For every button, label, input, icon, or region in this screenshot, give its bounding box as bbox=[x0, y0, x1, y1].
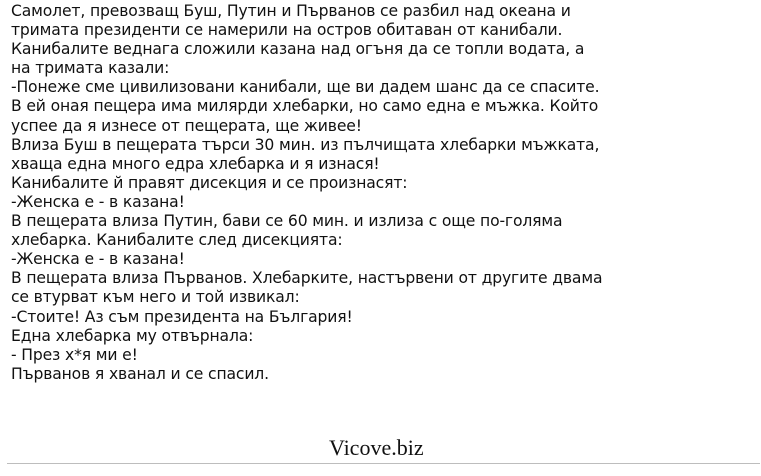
text-line: Самолет, превозващ Буш, Путин и Първанов се разбил над океана и bbox=[11, 2, 571, 20]
text-line: на тримата казали: bbox=[11, 59, 170, 78]
text-line: Една хлебарка му отвърнала: bbox=[11, 326, 254, 345]
text-line: Канибалите веднага сложили казана над огъня да се топли водата, а bbox=[11, 40, 585, 59]
joke-text bbox=[11, 2, 756, 384]
text-line: хлебарка. Канибалите след дисекцията: bbox=[11, 231, 343, 250]
text-line: хваща една много едра хлебарка и я изнася! bbox=[11, 154, 380, 173]
footer-divider bbox=[7, 463, 760, 464]
text-line: Първанов я хванал и се спасил. bbox=[11, 364, 269, 383]
text-line: Влиза Буш в пещерата търси 30 мин. из пълчищата хлебарки мъжката, bbox=[11, 135, 600, 154]
text-line: В пещерата влиза Първанов. Хлебарките, настървени от другите двама bbox=[11, 269, 603, 288]
text-line: -Женска е - в казана! bbox=[11, 250, 185, 269]
text-line: тримата президенти се намерили на остров обитаван от канибали. bbox=[11, 21, 563, 40]
text-line: В пещерата влиза Путин, бави се 60 мин. и излиза с още по-голяма bbox=[11, 212, 563, 231]
text-line: - През х*я ми е! bbox=[11, 345, 138, 364]
site-watermark: Vicove.biz bbox=[329, 435, 424, 460]
text-line: -Стоите! Аз съм президента на България! bbox=[11, 307, 353, 326]
text-line: -Понеже сме цивилизовани канибали, ще ви дадем шанс да се спасите. bbox=[11, 78, 600, 97]
text-line: Канибалите й правят дисекция и се произнасят: bbox=[11, 173, 408, 192]
text-line: -Женска е - в казана! bbox=[11, 192, 185, 211]
text-line: се втурват към него и той извикал: bbox=[11, 288, 300, 307]
text-line: В ей оная пещера има милярди хлебарки, но само една е мъжка. Който bbox=[11, 97, 599, 116]
text-line: успее да я изнесе от пещерата, ще живее! bbox=[11, 116, 362, 135]
